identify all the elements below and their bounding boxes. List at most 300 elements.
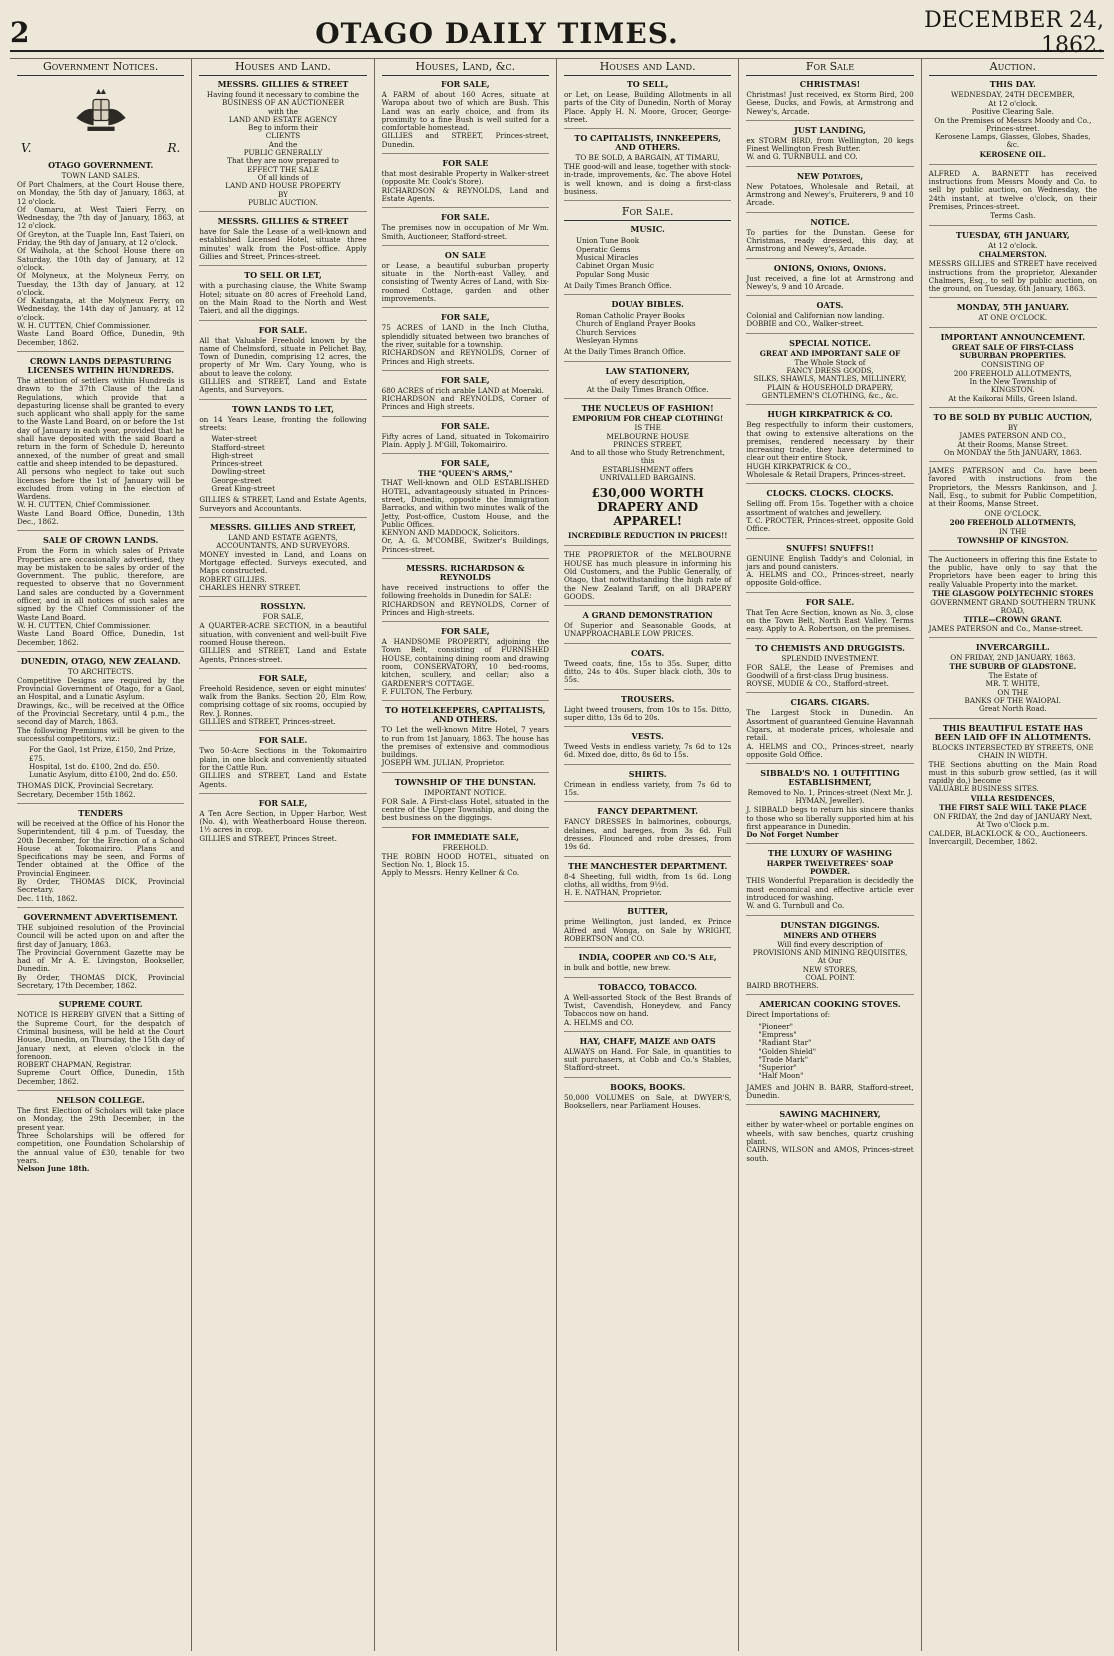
ad-handsome-property	[382, 627, 549, 701]
ad-melbourne-house	[564, 404, 731, 546]
ad-body: ALFRED A. BARNETT has received instructions from Messrs Moody and Co. to sell by public auction, on Wednesday, the 24th instant, at twelve o'clock, on their Premises, Princes-street.	[928, 168, 1097, 211]
ad-body: To parties for the Dunstan. Geese for Christmas, ready dressed, this day, at Armstrong and Newey's, Arcade.	[746, 227, 914, 254]
issue-date: DECEMBER 24, 1862.	[924, 8, 1104, 58]
ad-subtitle: EMPORIUM FOR CHEAP CLOTHING!	[572, 414, 724, 424]
prize-item: For the Gaol, 1st Prize, £150, 2nd Prize, £75.	[29, 745, 176, 763]
ad-manchester-department	[564, 862, 731, 903]
ad-title: MESSRS. GILLIES & STREET	[217, 216, 349, 227]
ad-robin-hood-hotel	[382, 833, 549, 882]
ad-oats	[746, 301, 913, 334]
ad-body: Will find every description of PROVISIONS AND MINING REQUISITES, At Our NEW STORES, COAL POINT.	[752, 939, 908, 982]
section-heading-auction: Auction.	[929, 61, 1097, 76]
music-item: Musical Miracles	[575, 252, 639, 262]
ad-title: FOR SALE,	[441, 312, 490, 323]
ad-body: Having found it necessary to combine the BUSINESS OF AN AUCTIONEER with the LAND AND ESTATE AGENCY Beg to inform their CLIENTS And the PUBLIC GENERALLY That they are now prepared to EFFECT THE SALE Of all kinds of LAND AND HOUSE PROPERTY BY PUBLIC AUCTION.	[206, 90, 360, 207]
ad-title: CIGARS. CIGARS.	[790, 697, 870, 708]
street-item: Great King-street	[211, 483, 275, 493]
stove-item: "Radiant Star"	[758, 1038, 812, 1048]
section-heading-houses-land-2: Houses and Land.	[564, 61, 731, 76]
ad-title: SALE OF CROWN LANDS.	[42, 535, 159, 546]
ad-books	[564, 1083, 731, 1115]
ad-subtitle: ONE O'CLOCK.	[984, 508, 1042, 518]
ad-body: or Lease, a beautiful suburban property situate in the North-east Valley, and consisting of Twenty Acres of Land, with Six-roomed Cottage, garden and other improvements.	[381, 260, 549, 304]
ad-chalmerston	[929, 231, 1097, 298]
ad-title: TENDERS	[78, 808, 124, 818]
ad-title: DOUAY BIBLES.	[611, 299, 684, 310]
ad-shirts	[564, 770, 731, 803]
section-heading-houses-land: Houses and Land.	[199, 61, 366, 76]
ad-headline: THE FIRST SALE WILL TAKE PLACE	[939, 802, 1087, 812]
ad-body: THE ROBIN HOOD HOTEL, situated on Section No. 1, Block 15.	[381, 851, 549, 869]
ad-signature: RICHARDSON and REYNOLDS, Corner of Princes and High streets.	[381, 348, 549, 366]
ad-signature: By Order, THOMAS DICK, Provincial Secretary, 17th December, 1862.	[17, 972, 185, 991]
ad-title: TOWNSHIP OF THE DUNSTAN.	[394, 776, 536, 787]
ad-title: CROWN LANDS DEPASTURING LICENSES WITHIN HUNDREDS.	[27, 355, 174, 375]
ad-body: 680 ACRES of rich arable LAND at Moeraki.	[381, 385, 544, 395]
ad-subtitle: MINERS AND OTHERS	[783, 930, 877, 940]
ad-alfred-barnett	[929, 170, 1097, 226]
ad-body: Of Port Chalmers, at the Court House there, on Monday, the 5th day of January, 1863, at 12 o'clock. Of Oamaru, at West Taieri Ferry, on Wednesday, the 7th day of January, 1863, at 12 o'clock. Of Greyton, at the Tuaple Inn, East Taieri, on Friday, the 9th day of January, at 12 o'clock. Of Waihola, at the School House there on Saturday, the 10th day of January, at 12 o'clock. Of Molyneux, at the Molyneux Ferry, on Tuesday, the 13th day of January, at 12 o'clock. Of Kaitangata, at the Molyneux Ferry, on Wednesday, the 14th day of January, at 12 o'clock.	[17, 180, 185, 322]
royal-crest-icon	[64, 80, 138, 140]
ad-body: From the Form in which sales of Private Properties are occasionally advertised, they may be mistaken to be sales by order of the Government. The public, therefore, are requested to observe that no Government Land sales are conducted by a Government officer, and in all notices of such sales are signed by the Chief Commissioner of the Waste Land Board.	[17, 546, 185, 622]
ad-body: Just received, a fine lot at Armstrong and Newey's, 9 and 10 Arcade.	[746, 273, 914, 291]
ad-body: BY JAMES PATERSON AND CO., At their Rooms, Manse Street. On MONDAY the 5th JANUARY, 1863.	[943, 422, 1082, 457]
ad-public-auction	[929, 413, 1097, 462]
ad-law-stationery	[564, 367, 731, 400]
page-number: 2	[10, 16, 30, 49]
ad-title: FOR SALE,	[441, 458, 490, 469]
crest-letters	[21, 142, 180, 155]
ad-subtitle: LAND AND ESTATE AGENTS, ACCOUNTANTS, AND SURVEYORS.	[216, 532, 350, 550]
ad-title: TOWN LANDS TO LET,	[232, 403, 334, 414]
ad-title: ON SALE	[444, 249, 486, 260]
ad-title: FOR SALE.	[441, 212, 490, 223]
ad-signature: A. HELMS and CO.	[563, 1017, 634, 1027]
ad-title: FOR SALE,	[441, 374, 490, 385]
ad-signature: Do Not Forget Number	[746, 830, 839, 840]
ad-signature: A. HELMS and CO., Princes-street, nearly opposite Gold Office.	[746, 741, 914, 759]
ad-subtitle: FOR SALE,	[262, 612, 304, 622]
ad-body: 8-4 Sheeting, full width, from 1s 6d. Long cloths, all widths, from 9½d.	[563, 871, 732, 889]
ad-town-land-sales	[17, 161, 184, 352]
ad-body: Beg respectfully to inform their customers, that owing to extensive alterations on the premises, rendered necessary by their increasing trade, they have determined to clear out their entire Stock.	[746, 420, 914, 463]
ad-hotelkeepers	[382, 706, 549, 772]
section-heading-government: Government Notices.	[17, 61, 184, 76]
ad-body: FOR SALE, the Lease of Premises and Goodwill of a first-class Drug business.	[746, 662, 914, 680]
ad-body: of every description, At the Daily Times Branch Office.	[586, 376, 709, 394]
ad-inch-clutha	[382, 313, 549, 370]
ad-supreme-court	[17, 1000, 184, 1091]
ad-body: THE subjoined resolution of the Provincial Council will be acted upon on and after the first day of January, 1863. The Provincial Government Gazette may be had of Mr A. E. Livingston, Bookseller, Dunedin.	[17, 922, 185, 974]
ad-title: TO HOTELKEEPERS, CAPITALISTS, AND OTHERS.	[385, 705, 546, 725]
street-item: Stafford-street	[211, 442, 265, 452]
ad-body: New Potatoes, Wholesale and Retail, at Armstrong and Newey's, Fruiterers, 9 and 10 Arcade.	[746, 181, 914, 208]
ad-title: MESSRS. GILLIES AND STREET,	[210, 521, 356, 532]
street-item: Dowling-street	[211, 467, 266, 477]
ad-body: CONSISTING OF 200 FREEHOLD ALLOTMENTS, In the New Township of KINGSTON. At the Kaikorai Mills, Green Island.	[948, 360, 1078, 403]
ad-body: Crimean in endless variety, from 7s 6d to 15s.	[563, 779, 732, 798]
ad-signature: A. HELMS and CO., Princes-street, nearly opposite Gold-office.	[746, 570, 914, 588]
ad-title: INDIA, COOPER and CO.'S Ale,	[578, 952, 717, 963]
ad-queens-arms	[382, 459, 549, 559]
music-list	[564, 237, 731, 278]
ad-title: MESSRS. GILLIES & STREET	[217, 79, 349, 89]
ad-title: MESSRS. RICHARDSON & REYNOLDS	[406, 562, 525, 582]
ad-body: A QUARTER-ACRE SECTION, in a beautiful situation, with convenient and well-built Five roomed House thereon.	[199, 621, 367, 647]
prize-item: Lunatic Asylum, ditto £100, 2nd do. £50.	[29, 770, 178, 780]
ad-town-lands-to-let	[199, 405, 366, 518]
ad-headline: ON FRIDAY, the 2nd day of JANUARY Next, At Two o'Clock p.m.	[933, 811, 1093, 829]
ad-body: will be received at the Office of his Honor the Superintendent, till 4 p.m. of Tuesday, the 20th December, for the Erection of a School House at Tokomairiro. Plans and Specifications may be seen, and Forms of Tender obtained at the Office of the Provincial Engineer.	[17, 819, 185, 878]
ad-body: Selling off. From 15s. Together with a choice assortment of watches and jewellery.	[746, 499, 914, 517]
crest-right-letter: R.	[167, 141, 181, 155]
ad-title: NEW Potatoes,	[796, 170, 864, 181]
section-heading-houses-land-etc: Houses, Land, &c.	[382, 61, 549, 76]
ad-title: NELSON COLLEGE.	[56, 1095, 145, 1106]
ad-subtitle: BLOCKS INTERSECTED BY STREETS, ONE CHAIN IN WIDTH.	[932, 742, 1094, 760]
ad-title: OTAGO GOVERNMENT.	[48, 160, 154, 170]
ad-subtitle: FREEHOLD.	[442, 842, 489, 852]
ad-body: The Auctioneers in offering this fine Estate to the public, have only to say that the Proprietors have been eager to bring this really Valuable Property into the market.	[928, 554, 1097, 589]
ad-signature: W. and G. TURNBULL and CO.	[746, 152, 858, 162]
ad-signature: GILLIES and STREET, Princes-street, Dunedin.	[381, 131, 549, 149]
ad-fancy-department	[564, 807, 731, 856]
ad-headline: THE GLASGOW POLYTECHNIC STORES	[932, 588, 1094, 598]
ad-title: TO CHEMISTS AND DRUGGISTS.	[755, 642, 905, 653]
ad-dunstan-diggings	[746, 921, 913, 996]
ad-body: Direct Importations of:	[746, 1010, 830, 1020]
ad-paterson-instructions	[929, 467, 1097, 550]
ad-title: TOBACCO, TOBACCO.	[598, 981, 697, 992]
ad-douay-bibles	[564, 300, 731, 361]
ad-subtitle: GREAT SALE OF FIRST-CLASS SUBURBAN PROPERTIES.	[952, 343, 1074, 361]
bible-item: Church of England Prayer Books	[575, 319, 696, 329]
ad-body: Colonial and Californian now landing.	[746, 311, 885, 321]
ad-subtitle: ON FRIDAY, 2ND JANUARY, 1863.	[950, 653, 1076, 663]
ad-waropa-farm	[382, 80, 549, 154]
ad-signature: RICHARDSON and REYNOLDS, Corner of Princes and High-streets.	[381, 599, 549, 617]
ad-subtitle: WEDNESDAY, 24TH DECEMBER,	[950, 90, 1075, 99]
ad-headline: INCREDIBLE REDUCTION IN PRICES!!	[567, 531, 728, 541]
ad-title: ROSSLYN.	[260, 601, 306, 612]
ad-signature: GILLIES and STREET, Princes Street.	[199, 833, 337, 843]
ad-title: THE LUXURY OF WASHING	[768, 848, 892, 859]
column-houses-and-land-2	[557, 59, 739, 1651]
ad-subtitle: GREAT AND IMPORTANT SALE OF	[759, 348, 901, 358]
ad-title: BOOKS, BOOKS.	[610, 1081, 686, 1092]
ad-body: have received instructions to offer the following freeholds in Dunedin for SALE:	[381, 582, 549, 601]
ad-body: Tweed coats, fine, 15s to 35s. Super, ditto ditto, 24s to 40s. Super black cloth, 30s to 55s.	[563, 658, 732, 685]
ad-body: THIS Wonderful Preparation is decidedly the most economical and effective article ever introduced for washing.	[746, 876, 914, 903]
ad-tokomairiro-plain	[382, 422, 549, 455]
ad-crown-lands-sale	[17, 536, 184, 652]
ad-body: Competitive Designs are required by the Provincial Government of Otago, for a Gaol, an Hospital, and a Lunatic Asylum. Drawings, &c., will be received at the Office of the Provincial Secretary, until 4 p.m., the second day of March, 1863. The following Premiums will be given to the successful competitors, viz.:	[17, 675, 185, 743]
ad-richardson-reynolds	[382, 564, 549, 622]
ad-special-notice	[746, 339, 913, 405]
ad-title: LAW STATIONERY,	[605, 365, 690, 376]
ad-body: with a purchasing clause, the White Swamp Hotel; situate on 80 acres of Freehold Land, on the Main Road to the North and West Taieri, and all the diggings.	[199, 281, 367, 316]
ad-title: BUTTER,	[627, 906, 669, 917]
ad-signature: RICHARDSON & REYNOLDS, Land and Estate Agents.	[381, 185, 549, 203]
stove-item: "Half Moon"	[758, 1071, 804, 1081]
ad-body: The Estate of MR. T. WHITE, ON THE BANKS OF THE WAIOPAI. Great North Road.	[964, 671, 1062, 714]
music-item: Cabinet Organ Music	[575, 261, 654, 271]
ad-headline: TOWNSHIP OF KINGSTON.	[957, 535, 1069, 545]
ad-signature: T. C. PROCTER, Princes-street, opposite Gold Office.	[746, 515, 914, 534]
ad-title: TO BE SOLD BY PUBLIC AUCTION,	[933, 411, 1093, 422]
ad-title: FOR SALE	[442, 158, 489, 169]
ad-signature: CAIRNS, WILSON and AMOS, Princes-street south.	[746, 1145, 914, 1163]
ad-subtitle: IMPORTANT NOTICE.	[424, 787, 507, 797]
prize-list	[17, 746, 184, 779]
ad-body: JAMES PATERSON and Co. have been favored with instructions from the Proprietors, the Messrs Rankinson, and J. Nall, Esq., to submit for Public Competition, at their Rooms, Manse Street.	[928, 466, 1097, 509]
ad-school-tenders	[17, 809, 184, 908]
ad-white-swamp-hotel	[199, 271, 366, 320]
ad-signature: F. FULTON, The Ferbury.	[381, 686, 473, 696]
ad-nelson-college	[17, 1096, 184, 1177]
ad-important-announcement	[929, 333, 1097, 407]
ad-chemists	[746, 644, 913, 694]
ad-body: THE Sections abutting on the Main Road must in this suburb grow settled, (as it will rapidly do,) become VALUABLE BUSINESS SITES.	[928, 759, 1097, 794]
ad-title: THIS DAY.	[989, 79, 1036, 89]
ad-title: INVERCARGILL.	[975, 642, 1050, 653]
ad-body: A Well-assorted Stock of the Best Brands of Twist, Cavendish, Honeydew, and Fancy Tobaccos now on hand.	[563, 992, 732, 1019]
music-item: Union Tune Book	[575, 236, 640, 246]
newspaper-title: OTAGO DAILY TIMES.	[315, 16, 679, 50]
ad-sibbald-outfitting	[746, 769, 913, 844]
stove-list	[746, 1023, 913, 1081]
ad-title: FOR IMMEDIATE SALE,	[411, 831, 520, 842]
ad-title: SAWING MACHINERY,	[779, 1109, 881, 1120]
ad-body: At 12 o'clock. Positive Clearing Sale. On the Premises of Messrs Moody and Co., Princes-street. Kerosene Lamps, Glasses, Globes, Shades, &c.	[934, 99, 1092, 150]
ad-headline: IN THE	[998, 526, 1027, 536]
ad-moeraki-land	[382, 376, 549, 417]
street-item: George-street	[211, 475, 262, 485]
ad-signature: At the Daily Times Branch Office.	[563, 347, 686, 357]
stove-item: "Superior"	[758, 1063, 797, 1073]
prize-item: Hospital, 1st do. £100, 2nd do. £50.	[29, 761, 160, 771]
ad-body: A Ten Acre Section, in Upper Harbor, West (No. 4), with Weatherboard House thereon. 1½ acres in crop.	[199, 808, 367, 835]
ad-title: IMPORTANT ANNOUNCEMENT.	[940, 332, 1086, 343]
ad-body: or Let, on Lease, Building Allotments in all parts of the City of Dunedin, North of Moray Place. Apply H. N. Moore, Grocer, George-street.	[563, 90, 732, 124]
ad-body: TO Let the well-known Mitre Hotel, 7 years to run from 1st January, 1863. The house has the premises of extensive and commodious buildings.	[381, 725, 549, 760]
ad-title: JUST LANDING,	[794, 124, 866, 135]
column-houses-land-etc	[375, 59, 557, 1651]
ad-headline: VILLA RESIDENCES,	[970, 793, 1055, 803]
ad-body: in bulk and bottle, new brew.	[563, 963, 671, 973]
column-government-notices	[10, 59, 192, 1651]
ad-signature: H. E. NATHAN, Proprietor.	[563, 888, 662, 898]
ad-body: The premises now in occupation of Mr Wm. Smith, Auctioneer, Stafford-street.	[381, 223, 549, 241]
ad-title: AMERICAN COOKING STOVES.	[759, 999, 901, 1010]
ad-body: Fifty acres of Land, situated in Tokomairiro Plain. Apply J. M'Gill, Tokomairiro.	[381, 431, 549, 450]
ad-cigars	[746, 698, 913, 764]
ad-body: GENUINE English Taddy's and Colonial, in jars and pound canisters.	[746, 553, 914, 571]
ad-tobacco	[564, 983, 731, 1032]
ad-chelmsford-sale	[199, 326, 366, 400]
ad-body: Of Superior and Seasonable Goods, at UNAPPROACHABLE LOW PRICES.	[563, 621, 732, 639]
street-item: Princes-street	[211, 459, 263, 469]
ad-body: Christmas! Just received, ex Storm Bird, 200 Geese, Ducks, and Fowls, at Armstrong and Newey's, Arcade.	[746, 90, 914, 116]
ad-body: MONEY invested in Land, and Loans on Mortgage effected. Surveys executed, and Maps constructed.	[199, 549, 367, 576]
stove-item: "Trade Mark"	[758, 1054, 809, 1064]
ad-signature: W. H. CUTTEN, Chief Commissioner. Waste Land Board Office, Dunedin, 9th December, 1862.	[17, 321, 185, 347]
ad-signature: JOSEPH WM. JULIAN, Proprietor.	[381, 758, 505, 768]
ad-subtitle: THE "QUEEN'S ARMS,"	[418, 469, 513, 479]
ad-freehold-residence	[199, 674, 366, 731]
ad-title: FOR SALE.	[258, 324, 308, 335]
street-item: Water-street	[211, 434, 257, 444]
ad-body: A FARM of about 160 Acres, situate at Waropa about two of which are Bush. This Land was an early choice, and from its proximity to a fine Bush is well suited for a comfortable homestead.	[381, 90, 549, 133]
ad-signature: By Order, THOMAS DICK, Provincial Secretary. Dec. 11th, 1862.	[17, 877, 185, 903]
page-columns	[10, 58, 1104, 1651]
ad-title: CLOCKS. CLOCKS. CLOCKS.	[766, 488, 894, 499]
ad-title: THE MANCHESTER DEPARTMENT.	[568, 860, 728, 871]
ad-butter	[564, 907, 731, 948]
ad-walker-street-property	[382, 159, 549, 208]
bible-item: Roman Catholic Prayer Books	[575, 311, 685, 321]
ad-signature: Terms Cash.	[990, 211, 1036, 221]
ad-title: COATS.	[630, 647, 665, 658]
ad-body: have for Sale the Lease of a well-known and established Licensed Hotel, situate three minutes' walk from the Post-office. Apply Gillies and Street, Princes-street.	[199, 227, 367, 262]
ad-body: The first Election of Scholars will take place on Monday, the 29th December, in the present year. Three Scholarships will be offered for competition, one Foundation Scholarship of the annual value of £30, tenable for two years.	[17, 1106, 185, 1165]
ad-title: FOR SALE,	[258, 672, 308, 683]
ad-ten-acre-section	[746, 598, 913, 639]
ad-gladstone-allotments	[929, 724, 1097, 851]
ad-rosslyn	[199, 602, 366, 668]
ad-title: HUGH KIRKPATRICK & CO.	[767, 409, 893, 420]
ad-soap-powder	[746, 849, 913, 915]
ad-body: THAT Well-known and OLD ESTABLISHED HOTEL, advantageously situated in Princes-street, Dunedin, opposite the Immigration Barracks, and within two minutes walk of the Jetty, Post-office, Custom House, and the Public Offices.	[381, 478, 549, 529]
ad-tokomairiro-sections	[199, 736, 366, 793]
ad-subtitle: HARPER TWELVETREES' SOAP POWDER.	[766, 859, 894, 877]
ad-building-allotments	[564, 80, 731, 129]
ad-signature: THOMAS DICK, Provincial Secretary. Secretary, December 15th 1862.	[17, 781, 154, 799]
stove-item: "Empress"	[758, 1030, 797, 1039]
column-auction	[922, 59, 1104, 1651]
ad-signature: GILLIES and STREET, Land and Estate Agents, and Surveyors.	[199, 377, 367, 395]
ad-government-advertisement	[17, 913, 184, 995]
ad-headline: 200 FREEHOLD ALLOTMENTS,	[949, 517, 1077, 527]
ad-music	[564, 225, 731, 295]
ad-signature: GILLIES & STREET, Land and Estate Agents, Surveyors and Accountants.	[199, 495, 367, 513]
ad-kingston-estate	[929, 556, 1097, 638]
ad-signature: Apply to Messrs. Henry Kellner & Co.	[381, 868, 520, 878]
ad-signature: DOBBIE and CO., Walker-street.	[746, 319, 865, 329]
ad-subtitle: At 12 o'clock.	[988, 241, 1038, 251]
street-item: High-street	[211, 450, 253, 460]
column-for-sale	[739, 59, 921, 1651]
ad-licensed-hotel	[199, 217, 366, 266]
ad-title: TO SELL OR LET,	[244, 270, 322, 281]
ad-title: DUNEDIN, OTAGO, NEW ZEALAND.	[20, 655, 181, 666]
ad-title: NOTICE.	[810, 216, 850, 227]
ad-body: MESSRS GILLIES and STREET have received instructions from the proprietor, Alexander Chalmers, Esq., to sell by public auction, on the ground, on Tuesday, 6th January, 1863.	[928, 259, 1097, 294]
ad-body: Freehold Residence, seven or eight minutes' walk from the Banks. Section 20, Elm Row, comprising cottage of six rooms, occupied by Rev. J. Ronnes.	[199, 683, 367, 718]
ad-body: ALWAYS on Hand. For Sale, in quantities to suit purchasers, at Cobb and Co.'s Stables, Stafford-street.	[563, 1046, 732, 1073]
ad-signature: KENYON AND MADDOCK, Solicitors. Or, A. G. M'COMBE, Switzer's Buildings, Princes-street.	[381, 528, 549, 554]
ad-north-east-valley	[382, 251, 549, 308]
ad-subtitle: Removed to No. 1, Princes-street (Next Mr. J. HYMAN, Jeweller).	[747, 788, 913, 806]
ad-signature: W. H. CUTTEN, Chief Commissioner. Waste Land Board Office, Dunedin, 1st December, 1862.	[17, 620, 185, 647]
bible-item: Church Services	[575, 327, 637, 337]
ad-title: MONDAY, 5TH JANUARY.	[956, 302, 1069, 313]
ad-title: MUSIC.	[630, 224, 665, 235]
ad-signature: W. H. CUTTEN, Chief Commissioner. Waste Land Board Office, Dunedin, 13th Dec., 1862.	[17, 500, 185, 526]
music-item: Popular Song Music	[575, 269, 650, 279]
ad-body: 75 ACRES of LAND in the Inch Clutha, splendidly situated between two branches of the river, suitable for a township.	[381, 323, 549, 349]
ad-headline: £30,000 WORTH DRAPERY AND APPAREL!	[591, 486, 704, 529]
ad-monday-auction	[929, 303, 1097, 328]
music-item: Operatic Gems	[575, 244, 631, 254]
ad-body: FOR Sale. A First-class Hotel, situated in the centre of the Upper Township, and doing the best business on the diggings.	[381, 796, 549, 823]
ad-body: The attention of settlers within Hundreds is drawn to the 37th Clause of the Land Regulations, which provide that a depasturing license shall be granted to every such applicant who shall apply for the same to the Waste Land Board, on or before the 1st day of January in each year, provided that he shall have deposited with the said Board a return in the form of Schedule D, hereunto annexed, of the number of great and small cattle and sheep intended to be depastured. All persons who neglect to take out such licenses before the 1st of January will be excluded from voting in the election of Wardens.	[17, 375, 185, 502]
ad-title: DUNSTAN DIGGINGS.	[780, 919, 880, 930]
ad-body: Two 50-Acre Sections in the Tokomairiro plain, in one block and conveniently situated for the Cattle Run.	[199, 746, 367, 772]
ad-title: FOR SALE,	[258, 797, 308, 808]
ad-body: ex STORM BIRD, from Wellington, 20 kegs Finest Wellington Fresh Butter.	[746, 135, 914, 154]
ad-hay-chaff	[564, 1037, 731, 1078]
street-list	[199, 435, 366, 493]
ad-body: THE PROPRIETOR of the MELBOURNE HOUSE has much pleasure in informing his Old Customers, and the Public Generally, of Otago, that notwithstanding the high rate of the New Zealand Tariff, on all DRAPERY GOODS.	[563, 550, 732, 601]
ad-title: SHIRTS.	[628, 768, 667, 779]
ad-title: THIS BEAUTIFUL ESTATE HAS BEEN LAID OFF IN ALLOTMENTS.	[934, 722, 1091, 742]
ad-invercargill	[929, 643, 1097, 718]
ad-body: IS THE MELBOURNE HOUSE PRINCES STREET, And to all those who Study Retrenchment, this ESTABLISHMENT offers UNRIVALLED BARGAINS.	[570, 423, 725, 483]
ad-title: A GRAND DEMONSTRATION	[582, 610, 713, 621]
ad-land-estate-agents	[199, 523, 366, 597]
ad-signature: HUGH KIRKPATRICK & CO., Wholesale & Retail Drapers, Princes-street.	[746, 461, 906, 480]
ad-title: SUPREME COURT.	[58, 999, 143, 1010]
ad-headline: TITLE—CROWN GRANT.	[963, 614, 1062, 624]
ad-title: FOR SALE.	[258, 735, 308, 746]
ad-signature: CALDER, BLACKLOCK & CO., Auctioneers. Invercargill, December, 1862.	[928, 828, 1088, 847]
ad-melbourne-house-notice	[564, 551, 731, 606]
ad-subtitle: TO ARCHITECTS.	[67, 666, 134, 676]
ad-dunstan-township	[382, 778, 549, 828]
ad-signature: GILLIES and STREET, Land and Estate Agents, Princes-street.	[199, 646, 367, 664]
ad-vests	[564, 732, 731, 765]
ad-body: FANCY DRESSES In balmorines, cobourgs, delaines, and bareges, from 3s 6d. Full dresses. Flounced and robe dresses, from 19s 6d.	[563, 817, 732, 852]
ad-title: TUESDAY, 6TH JANUARY,	[955, 230, 1070, 241]
ad-signature: GILLIES and STREET, Land and Estate Agents.	[199, 771, 367, 789]
ad-snuffs	[746, 544, 913, 593]
ad-this-day-auction	[929, 80, 1097, 165]
ad-headline: THE SUBURB OF GLADSTONE.	[949, 662, 1077, 672]
ad-hugh-kirkpatrick	[746, 410, 913, 484]
crest-left-letter: V.	[21, 141, 32, 155]
ad-body: on 14 Years Lease, fronting the following streets:	[199, 414, 367, 432]
ad-body: Light tweed trousers, from 10s to 15s. Ditto, super ditto, 13s 6d to 20s.	[563, 704, 732, 722]
ad-signature: RICHARDSON and REYNOLDS, Corner of Princes and High streets.	[381, 394, 549, 412]
ad-signature: ROBERT CHAPMAN, Registrar. Supreme Court Office, Dunedin, 15th December, 1862.	[17, 1060, 185, 1086]
ad-subtitle: AT ONE O'CLOCK.	[978, 313, 1048, 323]
section-heading-for-sale: For Sale.	[564, 206, 731, 221]
ad-body: A HANDSOME PROPERTY, adjoining the Town Belt, consisting of FURNISHED HOUSE, containing dining room and drawing room, CONSERVATORY, 10 bed-rooms, kitchen, scullery, and cellar; also a GARDENER'S COTTAGE.	[381, 637, 549, 688]
ad-title: FANCY DEPARTMENT.	[597, 806, 698, 817]
ad-body: The Whole Stock of FANCY DRESS GOODS, SILKS, SHAWLS, MANTLES, MILLINERY, PLAIN & HOUSEHOLD DRAPERY, GENTLEMEN'S CLOTHING, &c., &c.	[753, 357, 907, 400]
ad-architects-competition	[17, 657, 184, 804]
ad-signature: BAIRD BROTHERS.	[746, 981, 819, 991]
ad-signature: ROYSE, MUDIE & CO., Stafford-street.	[746, 679, 889, 689]
ad-signature: KEROSENE OIL.	[979, 149, 1046, 159]
ad-title: TO SELL,	[626, 79, 669, 89]
ad-body: NOTICE IS HEREBY GIVEN that a Sitting of the Supreme Court, for the despatch of Criminal business, will be held at the Court House, Dunedin, on Thursday, the 15th day of January next, at eleven o'clock in the forenoon.	[17, 1010, 185, 1061]
ad-body: prime Wellington, just landed, ex Prince Alfred and Wonga, on Sale by WRIGHT, ROBERTSON and CO.	[563, 917, 732, 944]
ad-india-ale	[564, 953, 731, 977]
ad-title: SPECIAL NOTICE.	[789, 337, 871, 348]
ad-title: TROUSERS.	[620, 693, 675, 704]
